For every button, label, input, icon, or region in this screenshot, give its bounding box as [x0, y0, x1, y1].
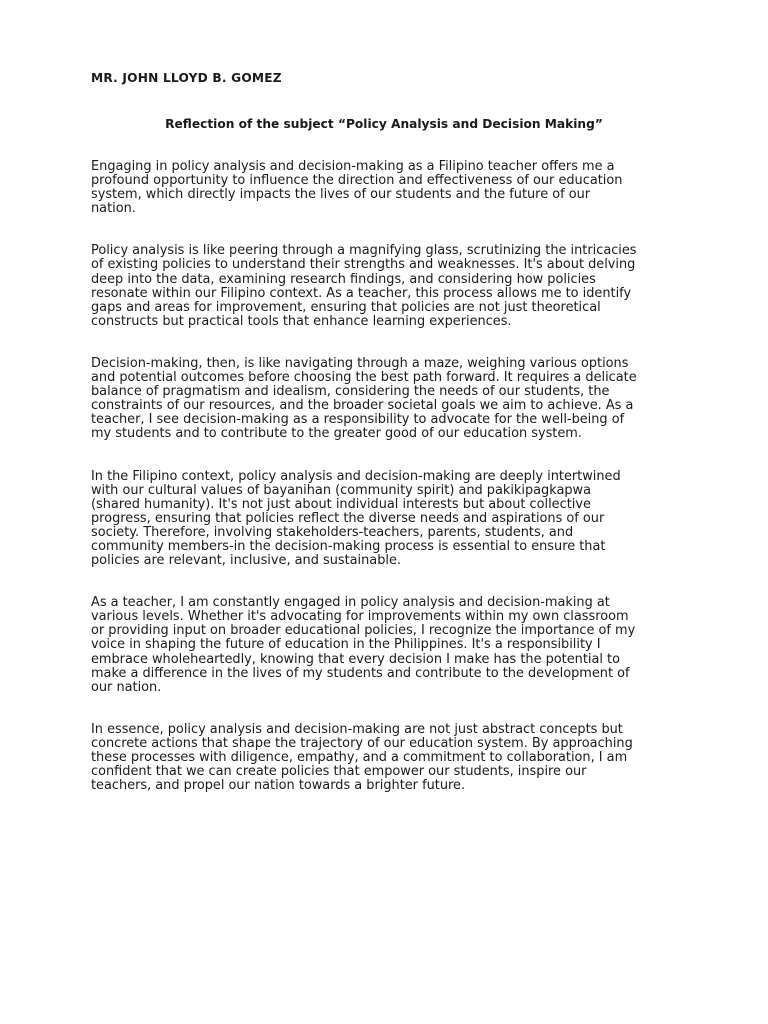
paragraph-line: Policy analysis is like peering through a magnifying glass, scrutinizing the intricacies — [91, 243, 637, 259]
paragraph-line: resonate within our Filipino context. As a teacher, this process allows me to identify — [91, 285, 632, 301]
paragraph-line: deep into the data, examining research findings, and considering how policies — [91, 271, 596, 287]
paragraph — [91, 160, 691, 216]
paragraph-line: these processes with diligence, empathy, and a commitment to collaboration, I am — [91, 750, 628, 765]
paragraph — [91, 723, 691, 793]
paragraph-line: Decision-making, then, is like navigating through a maze, weighing various options — [91, 355, 629, 371]
paragraph-line: various levels. Whether it's advocating for improvements within my own classroom — [91, 609, 629, 625]
paragraph-line: policies are relevant, inclusive, and sustainable. — [91, 553, 401, 569]
paragraph-line: of existing policies to understand their strengths and weaknesses. It's about delving — [91, 257, 636, 273]
paragraph-line: progress, ensuring that policies reflect the diverse needs and aspirations of our — [91, 510, 605, 526]
paragraph-line: teachers, and propel our nation towards a brighter future. — [91, 778, 466, 794]
paragraph — [91, 244, 691, 329]
paragraph-line: In the Filipino context, policy analysis and decision-making are deeply intertwined — [91, 468, 621, 484]
document-title: Reflection of the subject “Policy Analysis and Decision Making” — [165, 117, 603, 131]
paragraph-line: and potential outcomes before choosing the best path forward. It requires a delicate — [91, 370, 637, 386]
paragraph — [91, 596, 691, 695]
paragraph-line: As a teacher, I am constantly engaged in policy analysis and decision-making at — [91, 595, 610, 611]
paragraph-line: Engaging in policy analysis and decision-making as a Filipino teacher offers me a — [91, 159, 615, 174]
paragraph-line: my students and to contribute to the greater good of our education system. — [91, 426, 582, 442]
paragraph-line: community members-in the decision-making process is essential to ensure that — [91, 538, 606, 554]
paragraph-line: In essence, policy analysis and decision-making are not just abstract concepts but — [91, 721, 623, 737]
paragraph-line: system, which directly impacts the lives of our students and the future of our — [91, 187, 591, 203]
author-name: MR. JOHN LLOYD B. GOMEZ — [91, 71, 282, 85]
paragraph — [91, 470, 691, 569]
paragraph-line: nation. — [91, 201, 136, 217]
paragraph-line: (shared humanity). It's not just about individual interests but about collective — [91, 496, 591, 512]
paragraph-line: embrace wholeheartedly, knowing that every decision I make has the potential to — [91, 651, 620, 667]
document-body — [91, 160, 691, 821]
paragraph-line: make a difference in the lives of my students and contribute to the development of — [91, 665, 630, 681]
paragraph-line: balance of pragmatism and idealism, considering the needs of our students, the — [91, 384, 610, 400]
paragraph — [91, 357, 691, 442]
paragraph-line: voice in shaping the future of education in the Philippines. It's a responsibility I — [91, 637, 601, 653]
paragraph-line: concrete actions that shape the trajectory of our education system. By approaching — [91, 735, 633, 751]
paragraph-line: constraints of our resources, and the broader societal goals we aim to achieve. As a — [91, 398, 634, 414]
paragraph-line: confident that we can create policies that empower our students, inspire our — [91, 764, 587, 780]
paragraph-line: profound opportunity to influence the direction and effectiveness of our education — [91, 173, 623, 189]
paragraph-line: gaps and areas for improvement, ensuring that policies are not just theoretical — [91, 299, 601, 315]
paragraph-line: society. Therefore, involving stakeholders-teachers, parents, students, and — [91, 524, 574, 540]
paragraph-line: constructs but practical tools that enhance learning experiences. — [91, 313, 512, 329]
paragraph-line: with our cultural values of bayanihan (community spirit) and pakikipagkapwa — [91, 482, 591, 498]
paragraph-line: or providing input on broader educational policies, I recognize the importance of my — [91, 623, 636, 639]
paragraph-line: our nation. — [91, 679, 162, 695]
paragraph-line: teacher, I see decision-making as a responsibility to advocate for the well-being of — [91, 412, 625, 428]
